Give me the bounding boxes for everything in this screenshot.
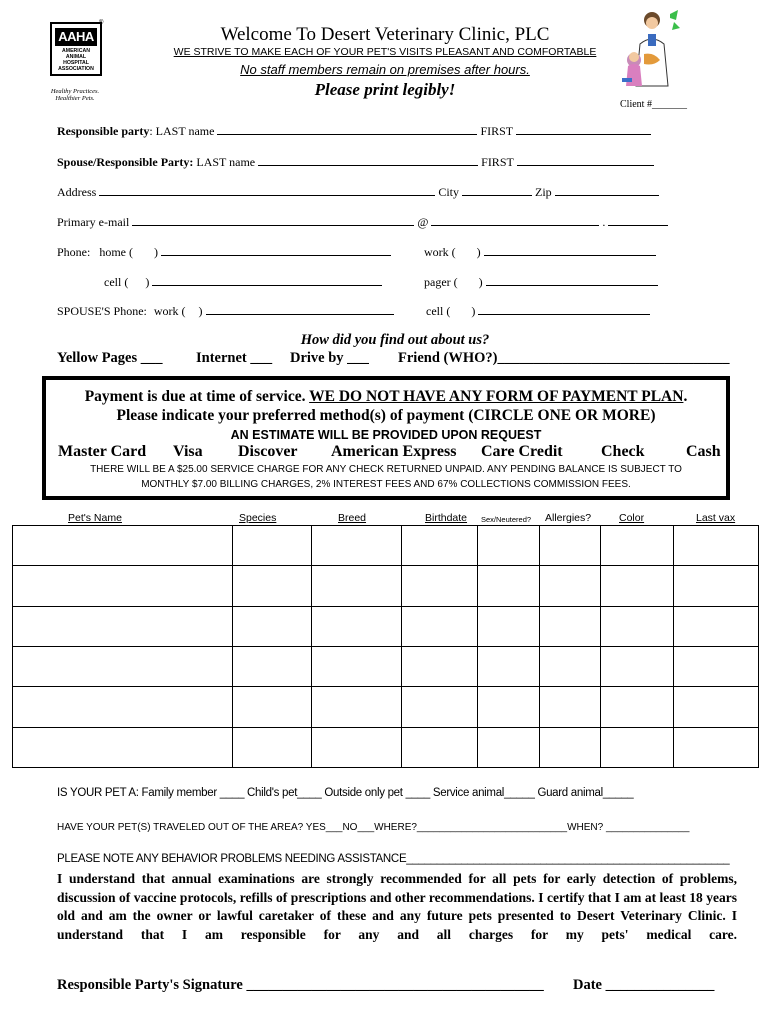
city-input[interactable] (462, 185, 532, 196)
email-domain-input[interactable] (431, 215, 599, 226)
last-vax-cell[interactable] (674, 687, 759, 727)
payment-method-care-credit[interactable]: Care Credit (481, 443, 563, 460)
payment-due-line (46, 388, 726, 406)
address-label: Address (57, 185, 97, 199)
logo-name (54, 48, 98, 72)
city-label: City (438, 185, 459, 199)
spouse-last-name-input[interactable] (258, 155, 478, 166)
logo-line: AMERICAN (62, 48, 90, 54)
last-vax-cell[interactable] (674, 727, 759, 767)
sex-neutered-cell[interactable] (478, 687, 540, 727)
spouse-phone-label: SPOUSE'S Phone: (57, 304, 147, 318)
birthdate-cell[interactable] (402, 526, 478, 566)
allergies-cell[interactable] (540, 566, 601, 606)
col-header-allergies: Allergies? (545, 512, 592, 524)
payment-method-discover[interactable]: Discover (238, 443, 298, 460)
pet-name-cell[interactable] (13, 727, 233, 767)
col-header-last-vax: Last vax (696, 512, 736, 524)
payment-method-check[interactable]: Check (601, 443, 645, 460)
email-row (57, 215, 668, 230)
allergies-cell[interactable] (540, 646, 601, 686)
color-cell[interactable] (601, 687, 674, 727)
breed-cell[interactable] (311, 566, 402, 606)
table-row (13, 687, 759, 727)
logo-line: ANIMAL (65, 54, 87, 60)
logo-abbr: AAHA (55, 28, 97, 46)
signature-field[interactable]: Responsible Party's Signature _________________________________________ (57, 977, 544, 993)
birthdate-cell[interactable] (402, 566, 478, 606)
table-row (13, 526, 759, 566)
payment-method-american-express[interactable]: American Express (331, 443, 457, 460)
spouse-work-label: work ( (153, 304, 186, 318)
last-name-label: : LAST name (149, 124, 215, 138)
color-cell[interactable] (601, 646, 674, 686)
returned-check-charge-notice: THERE WILL BE A $25.00 SERVICE CHARGE FOR ANY CHECK RETURNED UNPAID. ANY PENDING BALANCE IS SUBJECT TO (90, 464, 682, 475)
col-header-species: Species (239, 512, 277, 524)
logo-frame (50, 22, 102, 76)
phone-label: Phone: (57, 245, 91, 259)
paren-close: ) (471, 304, 476, 318)
last-vax-cell[interactable] (674, 606, 759, 646)
payment-method-visa[interactable]: Visa (173, 443, 203, 460)
payment-due-period: . (683, 388, 688, 405)
first-name-label: FIRST (480, 124, 513, 138)
logo-line: HOSPITAL (63, 60, 89, 66)
client-number-field[interactable]: Client #_______ (620, 99, 687, 110)
birthdate-cell[interactable] (402, 646, 478, 686)
sex-neutered-cell[interactable] (478, 526, 540, 566)
allergies-cell[interactable] (540, 526, 601, 566)
address-input[interactable] (99, 185, 435, 196)
birthdate-cell[interactable] (402, 687, 478, 727)
logo-tagline-2: Healthier Pets. (55, 95, 95, 102)
paren-close: ) (154, 245, 158, 259)
species-cell[interactable] (232, 646, 311, 686)
behavior-problems-field[interactable]: PLEASE NOTE ANY BEHAVIOR PROBLEMS NEEDING ASSISTANCE_____________________________________________________ (57, 853, 730, 865)
breed-cell[interactable] (311, 606, 402, 646)
sex-neutered-cell[interactable] (478, 646, 540, 686)
work-phone-label: work ( (424, 245, 456, 259)
col-header-breed: Breed (338, 512, 367, 524)
referral-question: How did you find out about us? (300, 332, 490, 348)
table-row (13, 646, 759, 686)
email-user-input[interactable] (132, 215, 414, 226)
no-payment-plan-text: WE DO NOT HAVE ANY FORM OF PAYMENT PLAN (309, 388, 684, 405)
table-row (13, 727, 759, 767)
species-cell[interactable] (232, 687, 311, 727)
pet-role-question[interactable]: IS YOUR PET A: Family member ____ Child's pet____ Outside only pet ____ Service animal_____ Guard animal_____ (57, 787, 634, 799)
spouse-party-label: Spouse/Responsible Party: (57, 155, 194, 169)
responsible-party-label: Responsible party (57, 124, 150, 138)
print-legibly-note: Please print legibly! (314, 80, 456, 99)
dot-sign: . (602, 215, 606, 229)
spouse-cell-input[interactable] (478, 304, 650, 315)
spouse-work-input[interactable] (206, 304, 394, 315)
color-cell[interactable] (601, 606, 674, 646)
last-vax-cell[interactable] (674, 566, 759, 606)
pet-name-cell[interactable] (13, 687, 233, 727)
first-name-label: FIRST (481, 155, 514, 169)
logo-tagline-1: Healthy Practices. (50, 88, 100, 95)
birthdate-cell[interactable] (402, 727, 478, 767)
payment-due-text: Payment is due at time of service. (84, 388, 310, 405)
color-cell[interactable] (601, 526, 674, 566)
referral-yellow-pages[interactable]: Yellow Pages ___ (57, 350, 163, 366)
at-sign: @ (417, 215, 429, 229)
species-cell[interactable] (232, 606, 311, 646)
work-phone-row (424, 245, 656, 260)
breed-cell[interactable] (311, 526, 402, 566)
pet-name-cell[interactable] (13, 566, 233, 606)
zip-label: Zip (535, 185, 552, 199)
vet-with-pet-clipart-icon (618, 8, 686, 88)
spouse-party-row (57, 155, 654, 170)
paren-close: ) (145, 275, 150, 289)
payment-method-instruction: Please indicate your preferred method(s) of payment (CIRCLE ONE OR MORE) (116, 407, 656, 424)
color-cell[interactable] (601, 566, 674, 606)
paren-close: ) (198, 304, 203, 318)
paren-close: ) (476, 245, 481, 259)
address-row (57, 185, 659, 200)
email-label: Primary e-mail (57, 215, 130, 229)
home-phone-input[interactable] (161, 245, 391, 256)
allergies-cell[interactable] (540, 606, 601, 646)
allergies-cell[interactable] (540, 727, 601, 767)
email-tld-input[interactable] (608, 215, 668, 226)
species-cell[interactable] (232, 727, 311, 767)
col-header-color: Color (619, 512, 645, 524)
color-cell[interactable] (601, 727, 674, 767)
paren-close: ) (478, 275, 483, 289)
table-row (13, 566, 759, 606)
pager-label: pager ( (424, 275, 458, 289)
table-row (13, 606, 759, 646)
cell-phone-label: cell ( (104, 275, 129, 289)
responsible-first-name-input[interactable] (516, 124, 651, 135)
page-title: Welcome To Desert Veterinary Clinic, PLC (220, 24, 550, 45)
spouse-phone-row (57, 304, 394, 319)
responsible-party-row (57, 124, 651, 139)
referral-drive-by[interactable]: Drive by ___ (290, 350, 369, 366)
referral-internet[interactable]: Internet ___ (196, 350, 273, 366)
cell-phone-input[interactable] (152, 275, 382, 286)
sex-neutered-cell[interactable] (478, 727, 540, 767)
birthdate-cell[interactable] (402, 606, 478, 646)
after-hours-notice: No staff members remain on premises after hours. (240, 62, 530, 77)
pager-input[interactable] (486, 275, 658, 286)
payment-method-master-card[interactable]: Master Card (58, 443, 147, 460)
pets-table (12, 525, 759, 768)
spouse-cell-row (426, 304, 650, 319)
registered-mark: ® (99, 20, 104, 26)
allergies-cell[interactable] (540, 687, 601, 727)
last-vax-cell[interactable] (674, 526, 759, 566)
col-header-birthdate: Birthdate (425, 512, 468, 524)
breed-cell[interactable] (311, 646, 402, 686)
estimate-notice: AN ESTIMATE WILL BE PROVIDED UPON REQUEST (230, 428, 542, 442)
species-cell[interactable] (232, 526, 311, 566)
travel-question[interactable]: HAVE YOUR PET(S) TRAVELED OUT OF THE AREA? YES___NO___WHERE?___________________________WHEN? _______________ (57, 822, 690, 833)
spouse-cell-label: cell ( (426, 304, 451, 318)
col-header-sex-neutered: Sex/Neutered? (481, 515, 532, 524)
breed-cell[interactable] (311, 687, 402, 727)
pet-name-cell[interactable] (13, 526, 233, 566)
aaha-logo (50, 22, 102, 102)
col-header-pet-name: Pet's Name (68, 512, 122, 524)
pager-row (424, 275, 658, 290)
sex-neutered-cell[interactable] (478, 606, 540, 646)
pet-name-cell[interactable] (13, 646, 233, 686)
owner-acknowledgement: I understand that annual examinations are strongly recommended for all pets for early detection of problems, discussion of vaccine protocols, refills of prescriptions and other recommendations. I certify that I am at least 18 years old and am the owner or lawful caretaker of these and any future pets presented to Desert Veterinary Clinic. I understand that I am responsible for any and all charges for my pets' medical care. (57, 871, 737, 942)
phone-row (57, 245, 391, 260)
logo-tagline (44, 88, 106, 102)
last-name-label: LAST name (193, 155, 256, 169)
breed-cell[interactable] (311, 727, 402, 767)
billing-charge-notice: MONTHLY $7.00 BILLING CHARGES, 2% INTEREST FEES AND 67% COLLECTIONS COMMISSION FEES. (141, 479, 631, 490)
date-field[interactable]: Date _______________ (573, 977, 715, 993)
payment-method-cash[interactable]: Cash (686, 443, 721, 460)
spouse-first-name-input[interactable] (517, 155, 654, 166)
responsible-last-name-input[interactable] (217, 124, 477, 135)
clinic-motto: WE STRIVE TO MAKE EACH OF YOUR PET'S VISITS PLEASANT AND COMFORTABLE (173, 46, 597, 58)
zip-input[interactable] (555, 185, 659, 196)
logo-line: ASSOCIATION (58, 66, 94, 72)
last-vax-cell[interactable] (674, 646, 759, 686)
payment-notice-box (42, 376, 730, 500)
home-phone-label: home ( (99, 245, 133, 259)
cell-phone-row (104, 275, 382, 290)
species-cell[interactable] (232, 566, 311, 606)
referral-friend[interactable]: Friend (WHO?)________________________________ (398, 350, 730, 366)
pet-name-cell[interactable] (13, 606, 233, 646)
sex-neutered-cell[interactable] (478, 566, 540, 606)
work-phone-input[interactable] (484, 245, 656, 256)
